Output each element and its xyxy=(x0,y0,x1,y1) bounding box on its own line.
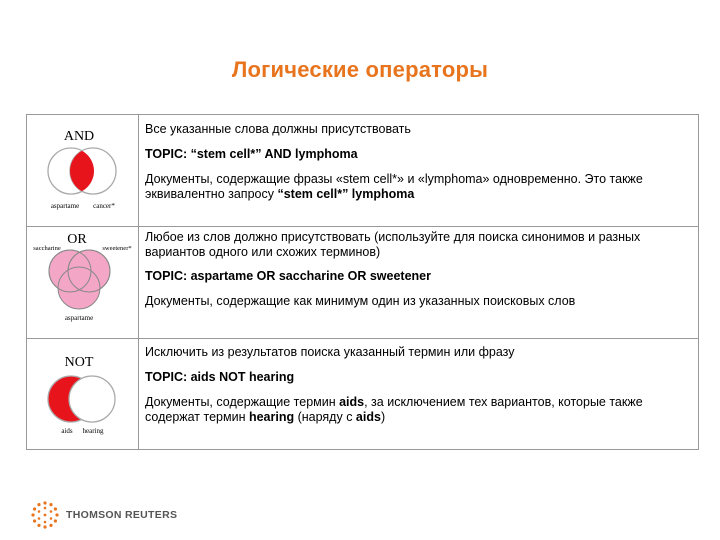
venn-and-diagram xyxy=(27,115,138,226)
venn-circle-right-excluded xyxy=(69,376,115,422)
venn-circle-bottom xyxy=(58,267,100,309)
and-result xyxy=(145,172,690,202)
or-label: OR xyxy=(67,232,87,247)
table-row-or xyxy=(27,226,698,339)
not-text-cell xyxy=(145,345,690,425)
not-caption-right: hearing xyxy=(82,427,104,435)
not-label: NOT xyxy=(64,355,94,370)
and-text-cell xyxy=(145,122,690,202)
or-diagram-cell xyxy=(27,227,139,339)
page-title: Логические операторы xyxy=(231,57,489,82)
not-query: TOPIC: aids NOT hearing xyxy=(145,370,295,384)
and-label: AND xyxy=(63,129,95,144)
and-result-text: Документы, содержащие фразы «stem cell*» и «lymphoma» одновременно. Это также эквивалентно запросу xyxy=(145,172,643,201)
footer xyxy=(30,500,177,530)
brand-name: THOMSON REUTERS xyxy=(66,509,178,521)
not-result: Документы, содержащие термин aids, за исключением тех вариантов, которые также содержат термин hearing (наряду с aids) xyxy=(145,395,643,424)
or-description: Любое из слов должно присутствовать (используйте для поиска синонимов и разных вариантов одного или схожих терминов) xyxy=(145,230,641,259)
not-caption-left: aids xyxy=(61,427,73,435)
venn-or-diagram xyxy=(27,227,138,339)
table-row-and xyxy=(27,115,698,226)
and-diagram-cell xyxy=(27,115,139,226)
table-row-not xyxy=(27,338,698,450)
or-query: TOPIC: aspartame OR saccharine OR sweetener xyxy=(145,269,431,283)
venn-not-diagram xyxy=(27,339,138,450)
operators-table xyxy=(26,114,699,450)
and-result-bold: “stem cell*” lymphoma xyxy=(277,187,415,201)
not-description: Исключить из результатов поиска указанный термин или фразу xyxy=(145,345,515,359)
or-result: Документы, содержащие как минимум один из указанных поисковых слов xyxy=(145,294,576,308)
or-caption-right: sweetener* xyxy=(102,245,132,252)
or-text-cell xyxy=(145,230,690,309)
or-caption-left: saccharine xyxy=(33,245,61,252)
thomson-reuters-logo-icon xyxy=(30,500,60,530)
not-diagram-cell xyxy=(27,339,139,450)
and-caption-right: cancer* xyxy=(93,202,115,210)
and-description: Все указанные слова должны присутствовать xyxy=(145,122,411,136)
and-query: TOPIC: “stem cell*” AND lymphoma xyxy=(145,147,358,161)
and-caption-left: aspartame xyxy=(50,202,80,210)
or-caption-bottom: aspartame xyxy=(64,314,94,322)
